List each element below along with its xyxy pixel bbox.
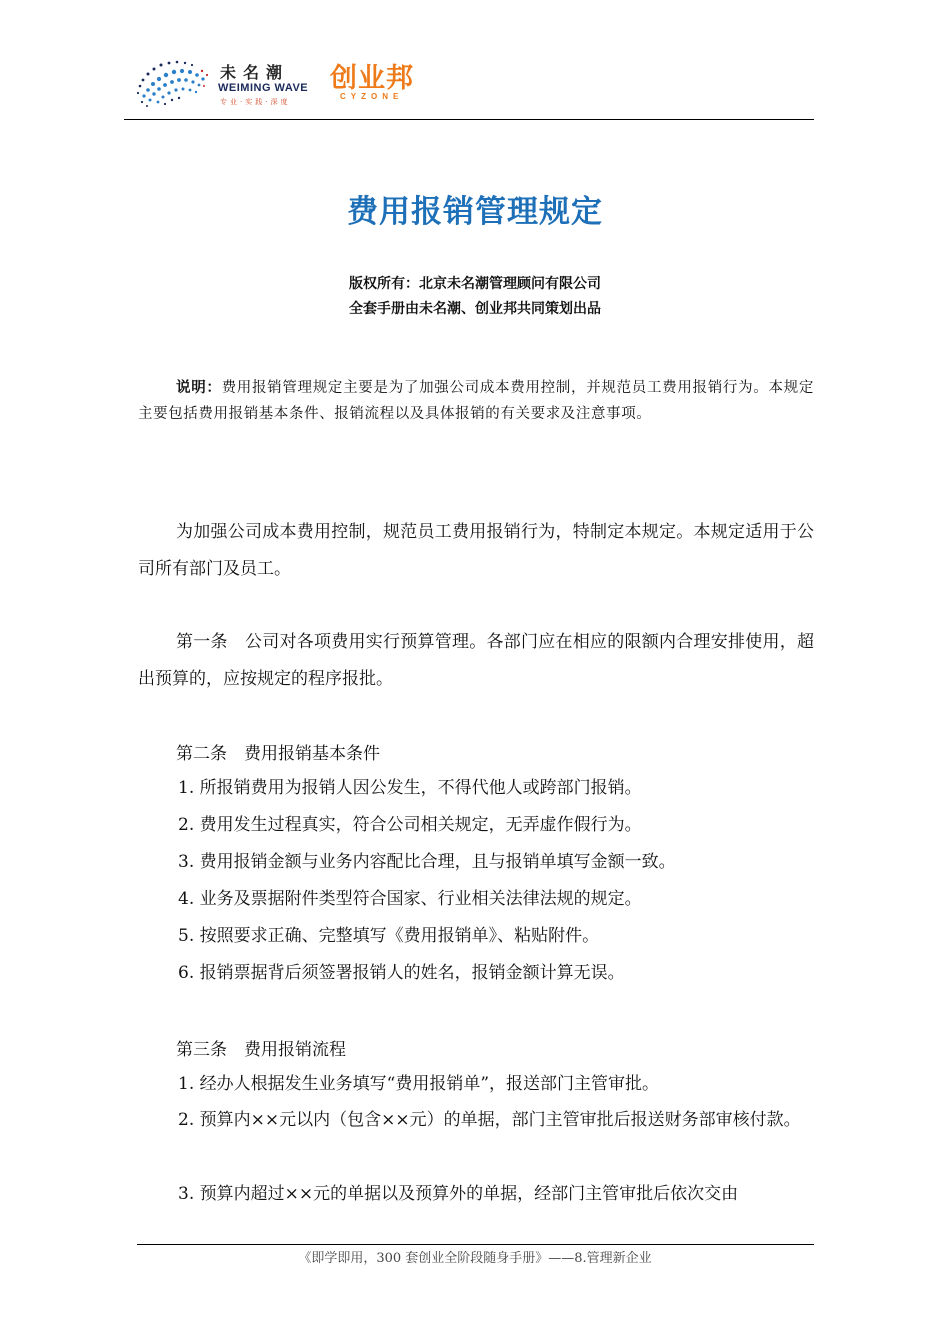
copyright-line-1: 版权所有：北京未名潮管理顾问有限公司 [349, 276, 601, 292]
article-3-heading: 第三条 费用报销流程 [176, 1040, 346, 1060]
page-title: 费用报销管理规定 [347, 194, 603, 230]
weiming-logo-english: WEIMING WAVE [218, 82, 309, 94]
article-2-item: 6. 报销票据背后须签署报销人的姓名，报销金额计算无误。 [178, 963, 625, 983]
weiming-logo-slogan: 专业·实践·深度 [220, 98, 291, 106]
article-2-item: 3. 费用报销金额与业务内容配比合理，且与报销单填写金额一致。 [178, 852, 676, 872]
article-3-item: 2. 预算内××元以内（包含××元）的单据，部门主管审批后报送财务部审核付款。 [178, 1110, 801, 1130]
weiming-logo-chinese: 未名潮 [220, 63, 290, 82]
note-text: 费用报销管理规定主要是为了加强公司成本费用控制，并规范员工费用报销行为。本规定主要包括费用报销基本条件、报销流程以及具体报销的有关要求及注意事项。 [138, 380, 814, 422]
cyzone-logo-chinese: 创业邦 [330, 63, 414, 94]
copyright-line-2: 全套手册由未名潮、创业邦共同策划出品 [349, 301, 601, 317]
footer-divider [137, 1244, 814, 1245]
intro-paragraph: 为加强公司成本费用控制，规范员工费用报销行为，特制定本规定。本规定适用于公司所有部门及员工。 [138, 522, 814, 579]
article-2-heading: 第二条 费用报销基本条件 [176, 744, 380, 764]
note-label: 说明： [176, 379, 222, 396]
article-2-item: 2. 费用发生过程真实，符合公司相关规定，无弄虚作假行为。 [178, 815, 642, 835]
explanation-note [138, 375, 814, 427]
article-3-item: 3. 预算内超过××元的单据以及预算外的单据，经部门主管审批后依次交由 [178, 1184, 739, 1204]
article-2-item: 5. 按照要求正确、完整填写《费用报销单》、粘贴附件。 [178, 926, 600, 946]
cyzone-logo-english: CYZONE [340, 92, 404, 101]
page-footer: 《即学即用，300 套创业全阶段随身手册》——8.管理新企业 [298, 1251, 652, 1266]
article-2-item: 4. 业务及票据附件类型符合国家、行业相关法律法规的规定。 [178, 889, 642, 909]
weiming-wave-logo-icon [134, 56, 214, 110]
article-1-paragraph: 第一条 公司对各项费用实行预算管理。各部门应在相应的限额内合理安排使用，超出预算的，应按规定的程序报批。 [138, 632, 814, 689]
page-header [134, 52, 814, 118]
article-2-item: 1. 所报销费用为报销人因公发生，不得代他人或跨部门报销。 [178, 778, 642, 798]
header-divider [124, 119, 814, 120]
copyright-block [0, 272, 950, 322]
article-3-item: 1. 经办人根据发生业务填写“费用报销单”，报送部门主管审批。 [178, 1074, 660, 1094]
